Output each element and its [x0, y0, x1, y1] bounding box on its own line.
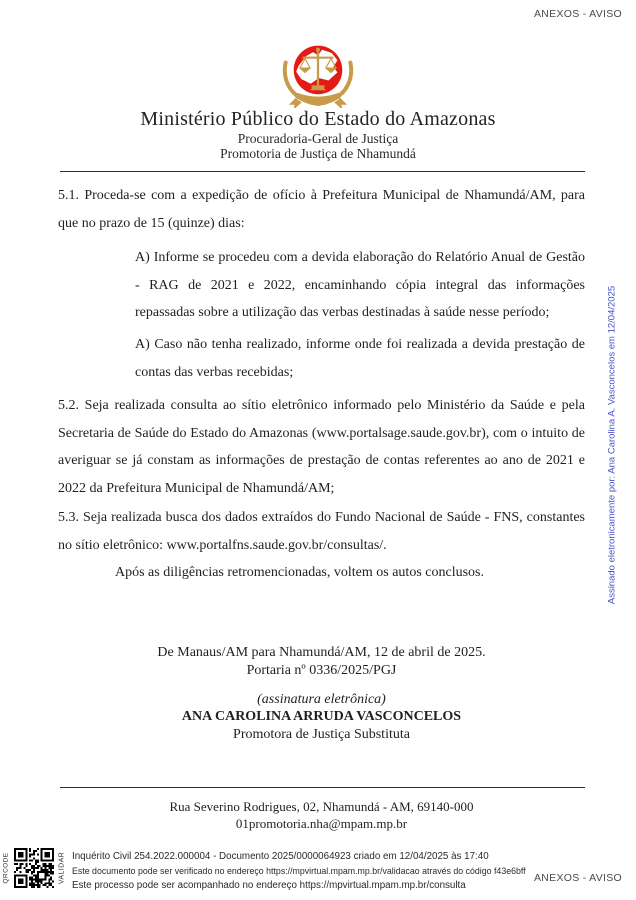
signer-name: ANA CAROLINA ARRUDA VASCONCELOS: [181, 709, 462, 724]
document-id-line: Inquérito Civil 254.2022.000004 - Documento 2025/0000064923 criado em 12/04/2025 às 17:40: [72, 851, 489, 862]
verification-url-line: Este documento pode ser verificado no endereço https://mpvirtual.mpam.mp.br/validacao através do código f43e6bff: [72, 866, 526, 876]
place-date-line: De Manaus/AM para Nhamundá/AM, 12 de abril de 2025.: [157, 645, 486, 660]
side-esignature-text: Assinado eletronicamente por: Ana Carolina A. Vasconcelos em 12/04/2025: [606, 285, 618, 605]
page-footer-label: ANEXOS - AVISO: [533, 872, 622, 884]
org-subtitle-promotoria: Promotoria de Justiça de Nhamundá: [220, 146, 416, 161]
header-divider: [60, 171, 585, 172]
scales-of-justice-icon: [268, 40, 368, 108]
qrcode-vertical-label: QRCODE: [2, 852, 10, 884]
validation-fineprint: [72, 849, 552, 893]
mpam-crest-logo: [268, 40, 368, 108]
paragraph-item-a2: A) Caso não tenha realizado, informe onde foi realizada a devida prestação de contas das verbas recebidas;: [135, 337, 585, 380]
org-title: Ministério Público do Estado do Amazonas: [140, 108, 496, 130]
electronic-signature-note: (assinatura eletrônica): [257, 692, 386, 707]
paragraph-item-a1: A) Informe se procedeu com a devida elaboração do Relatório Anual de Gestão - RAG de 2021 e 2022, encaminhando cópia integral das informações repassadas sobre a utilização das verbas destinadas à saúde nesse período;: [135, 250, 585, 320]
tracking-url-line: Este processo pode ser acompanhado no endereço https://mpvirtual.mpam.mp.br/consulta: [72, 880, 466, 891]
signer-role: Promotora de Justiça Substituta: [233, 727, 410, 742]
paragraph-5-1: 5.1. Proceda-se com a expedição de ofício à Prefeitura Municipal de Nhamundá/AM, para que no prazo de 15 (quinze) dias:: [58, 188, 585, 231]
paragraph-5-3: 5.3. Seja realizada busca dos dados extraídos do Fundo Nacional de Saúde - FNS, constantes no sítio eletrônico: www.portalfns.saude.gov.br/consultas/.: [58, 510, 585, 553]
validar-vertical-label: VALIDAR: [58, 851, 66, 885]
qr-code-icon: [14, 848, 54, 888]
closing-sentence: Após as diligências retromencionadas, voltem os autos conclusos.: [115, 565, 484, 580]
page-header-label: ANEXOS - AVISO: [533, 8, 622, 20]
paragraph-5-2: 5.2. Seja realizada consulta ao sítio eletrônico informado pelo Ministério da Saúde e pela Secretaria de Saúde do Estado do Amazonas (www.portalsage.saude.gov.br), com o intuito de averiguar se já constam as informações de prestação de contas referentes ao ano de 2021 e 2022 da Prefeitura Municipal de Nhamundá/AM;: [58, 398, 585, 496]
footer-divider: [60, 787, 585, 788]
footer-email: 01promotoria.nha@mpam.mp.br: [235, 816, 408, 831]
portaria-number: Portaria nº 0336/2025/PGJ: [246, 663, 397, 678]
org-subtitle-procuradoria: Procuradoria-Geral de Justiça: [237, 131, 399, 146]
footer-address: Rua Severino Rodrigues, 02, Nhamundá - AM, 69140-000: [169, 799, 474, 814]
